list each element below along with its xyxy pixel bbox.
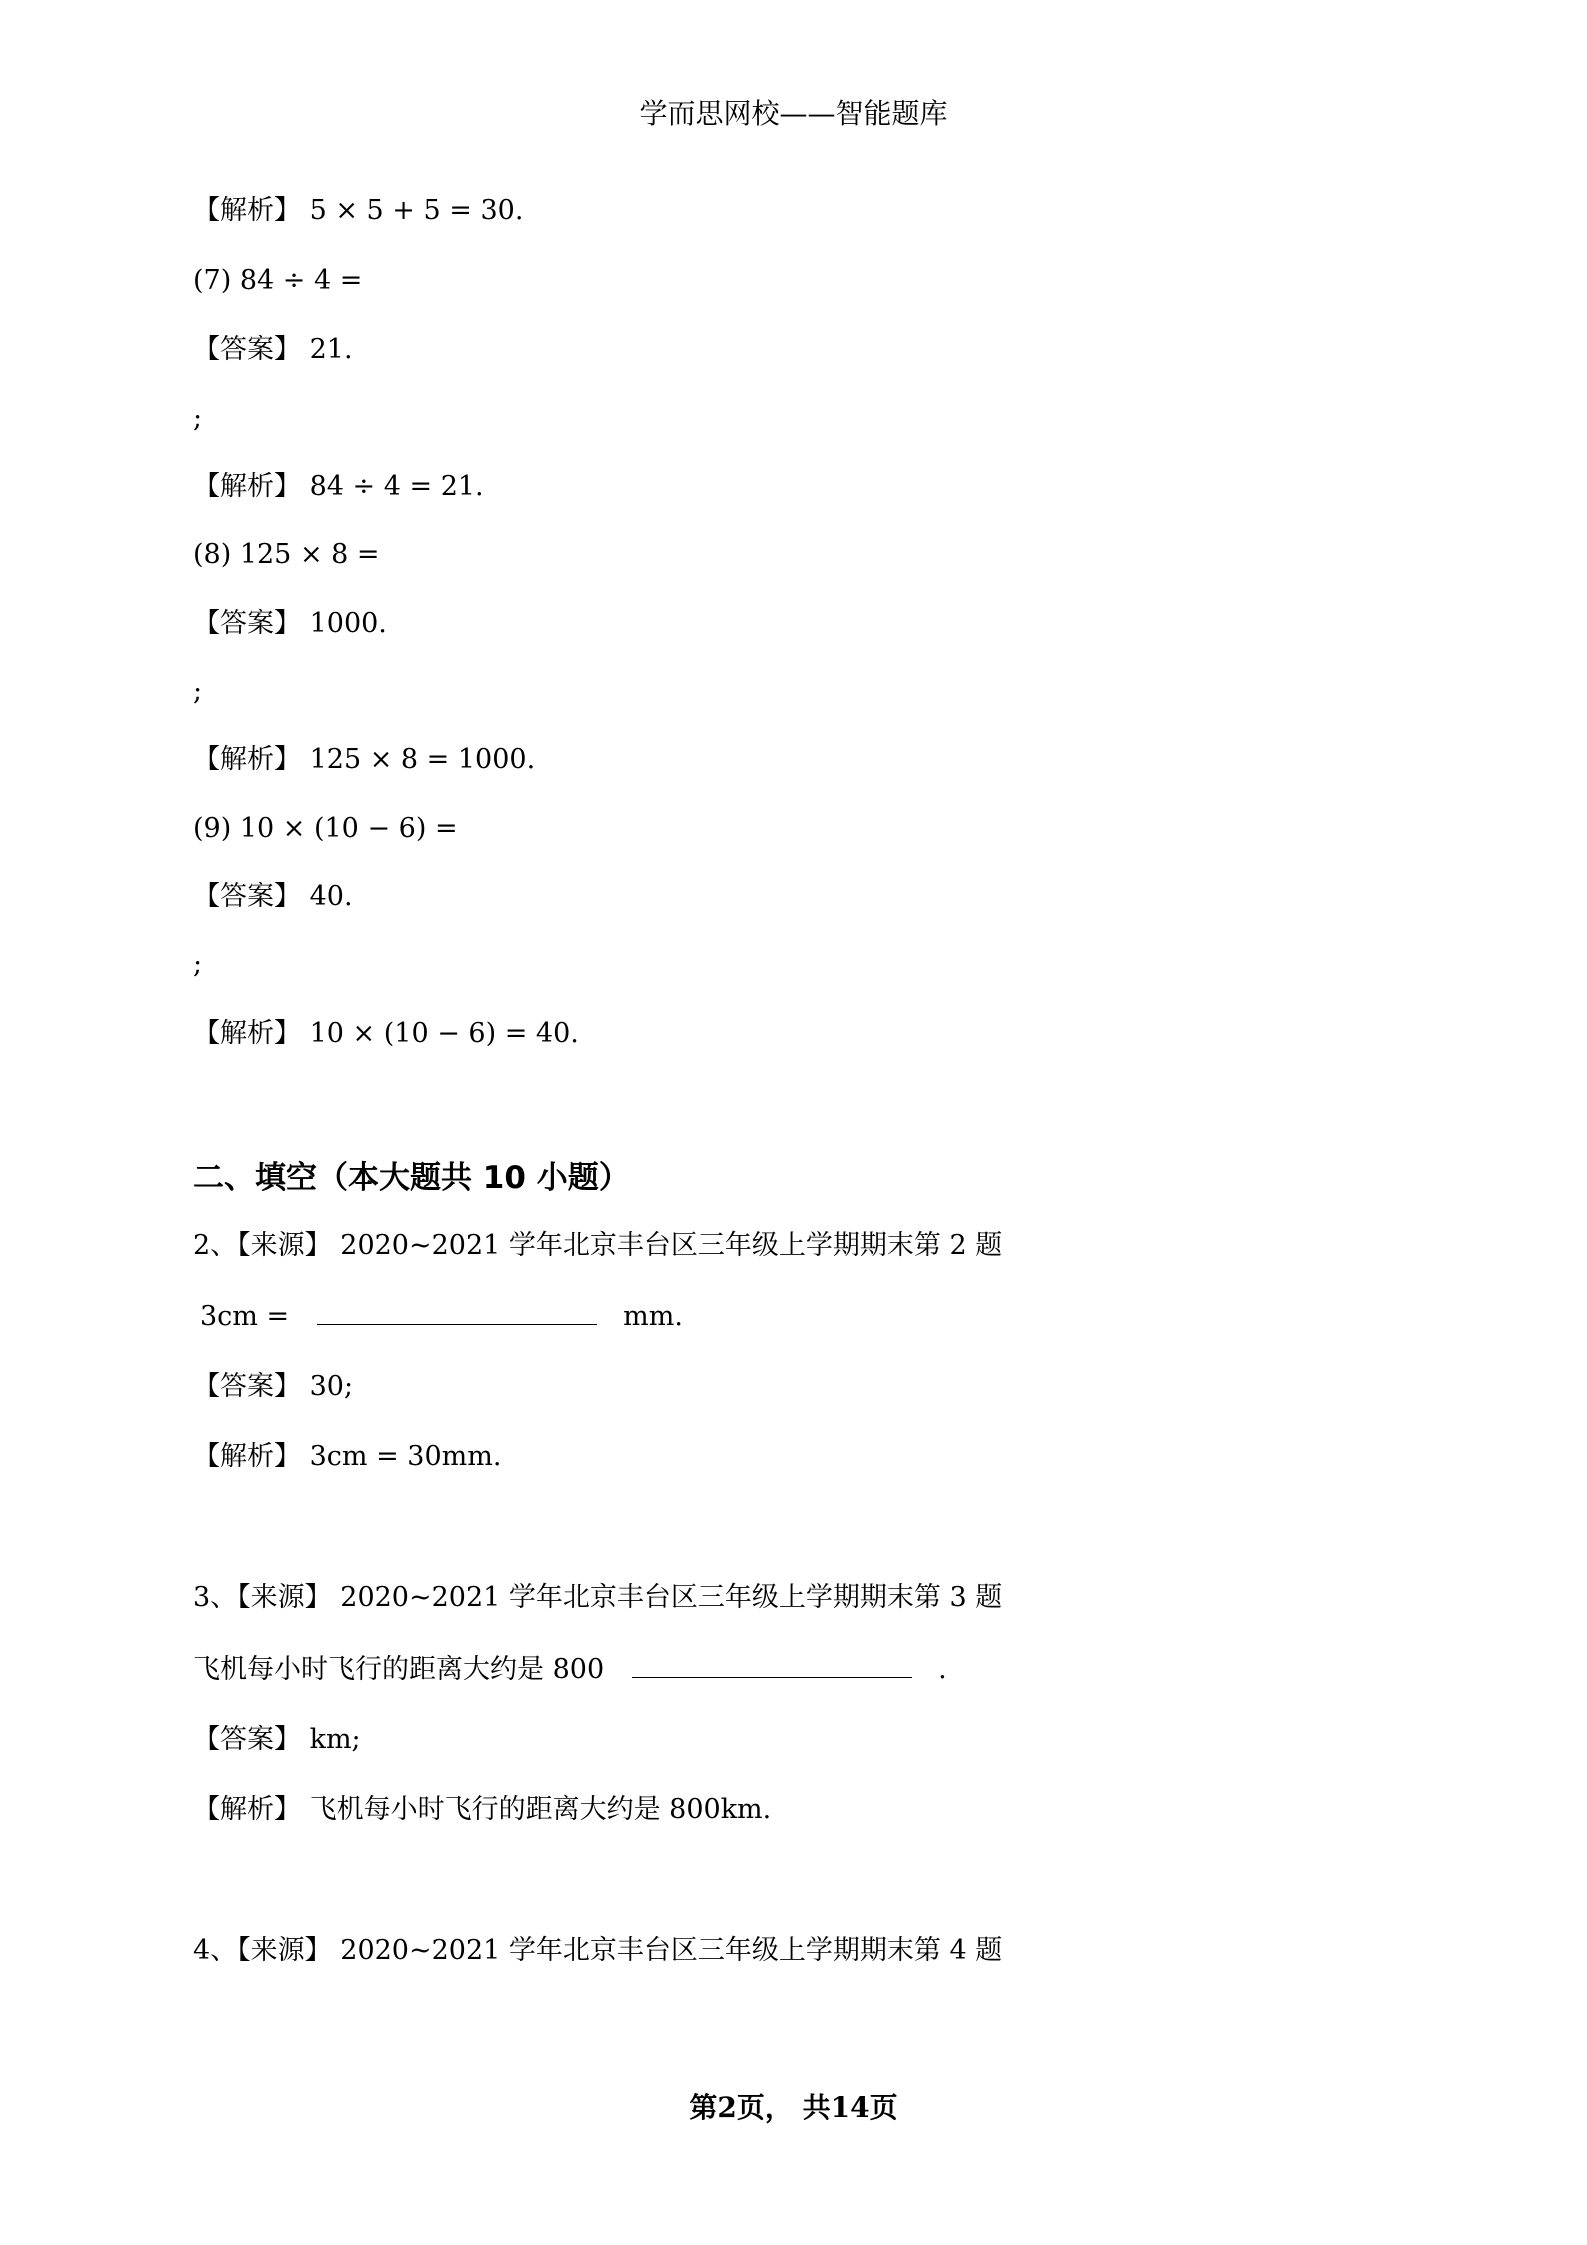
question-7: (7) 84 ÷ 4 =: [193, 265, 363, 296]
analysis-line: 【解析】 3cm = 30mm.: [193, 1441, 502, 1472]
stem-text: 飞机每小时飞行的距离大约是 800: [193, 1654, 605, 1685]
page-header: 学而思网校——智能题库: [639, 97, 948, 130]
question-3-stem: [193, 1653, 947, 1687]
analysis-line: 【解析】 飞机每小时飞行的距离大约是 800km.: [193, 1794, 772, 1825]
question-2-source: 2、【来源】 2020~2021 学年北京丰台区三年级上学期期末第 2 题: [193, 1230, 1003, 1261]
answer-blank: [317, 1300, 597, 1325]
answer-line: 【答案】 km;: [193, 1724, 361, 1755]
separator: ;: [193, 676, 203, 707]
answer-line: 【答案】 1000.: [193, 608, 387, 639]
question-8: (8) 125 × 8 =: [193, 539, 380, 570]
stem-text: 3cm =: [200, 1301, 290, 1332]
analysis-line: 【解析】 125 × 8 = 1000.: [193, 744, 536, 775]
page-footer: 第2页， 共14页: [689, 2091, 898, 2124]
answer-blank: [632, 1653, 912, 1678]
separator: ;: [193, 403, 203, 434]
question-9: (9) 10 × (10 − 6) =: [193, 813, 458, 844]
question-3-source: 3、【来源】 2020~2021 学年北京丰台区三年级上学期期末第 3 题: [193, 1582, 1003, 1613]
analysis-line: 【解析】 10 × (10 − 6) = 40.: [193, 1018, 579, 1049]
analysis-line: 【解析】 5 × 5 + 5 = 30.: [193, 195, 524, 226]
analysis-line: 【解析】 84 ÷ 4 = 21.: [193, 471, 484, 502]
answer-line: 【答案】 30;: [193, 1371, 354, 1402]
question-2-stem: [200, 1300, 683, 1334]
answer-line: 【答案】 40.: [193, 881, 353, 912]
stem-unit: mm.: [623, 1301, 683, 1332]
question-4-source: 4、【来源】 2020~2021 学年北京丰台区三年级上学期期末第 4 题: [193, 1935, 1003, 1966]
answer-line: 【答案】 21.: [193, 334, 353, 365]
stem-end: .: [938, 1654, 947, 1685]
section-title: 二、填空（本大题共 10 小题）: [193, 1160, 630, 1196]
separator: ;: [193, 949, 203, 980]
